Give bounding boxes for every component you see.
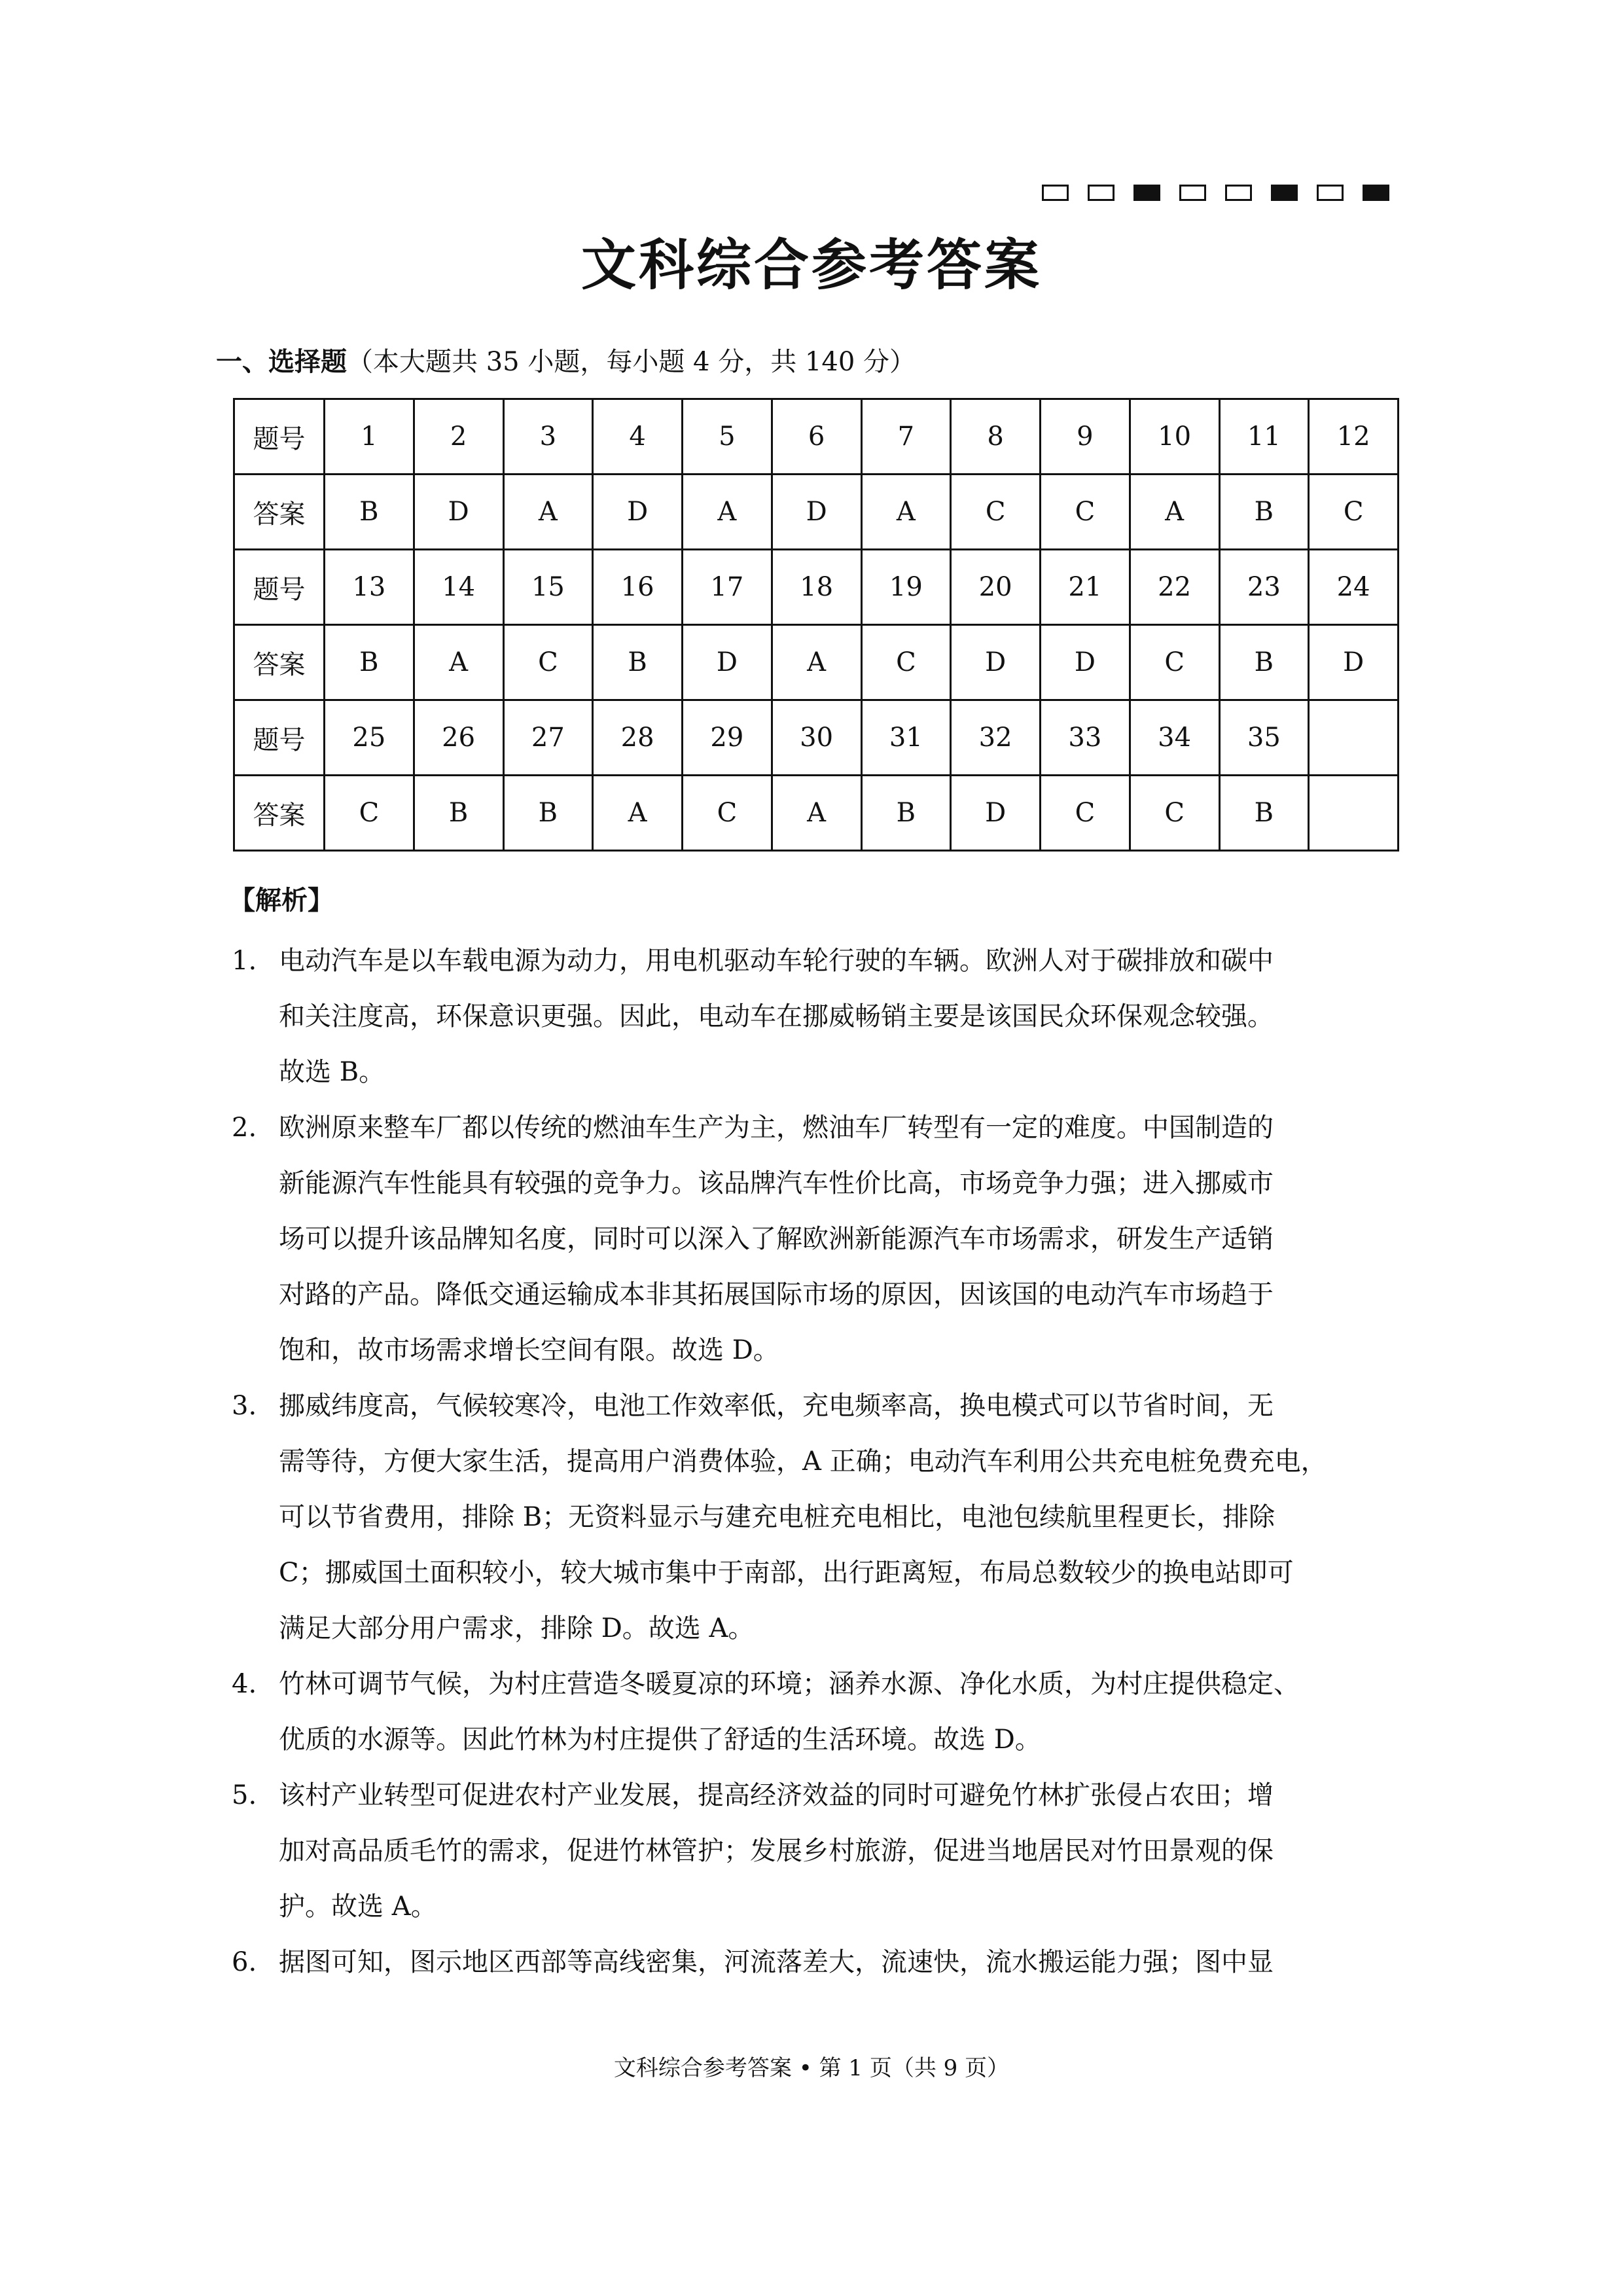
answer-cell: C (325, 776, 414, 851)
question-number-row (234, 550, 1399, 625)
question-number-cell: 5 (683, 399, 772, 475)
answer-cell: D (772, 475, 861, 550)
page-marker-boxes (1042, 185, 1389, 201)
question-number-cell: 14 (414, 550, 503, 625)
marker-box-empty (1317, 185, 1344, 201)
answer-cell: C (1130, 776, 1219, 851)
analysis-item-text-line: 欧洲原来整车厂都以传统的燃油车生产为主，燃油车厂转型有一定的难度。中国制造的 (279, 1113, 1274, 1143)
answer-cell: D (1309, 625, 1399, 700)
answer-cell: C (861, 625, 951, 700)
page-footer: 文科综合参考答案 • 第 1 页（共 9 页） (613, 2055, 1010, 2081)
analysis-item (232, 1935, 1403, 1990)
analysis-item-number: 2. (232, 1113, 257, 1143)
analysis-list (232, 933, 1403, 1990)
analysis-item-text-line: 需等待，方便大家生活，提高用户消费体验，A 正确；电动汽车利用公共充电桩免费充电， (279, 1446, 1327, 1477)
analysis-label: 【解析】 (229, 885, 334, 916)
analysis-item (232, 1378, 1403, 1657)
analysis-item (232, 1100, 1403, 1378)
analysis-item-text-line: C；挪威国土面积较小，较大城市集中于南部，出行距离短，布局总数较少的换电站即可 (279, 1558, 1294, 1588)
analysis-item-text-line: 场可以提升该品牌知名度，同时可以深入了解欧洲新能源汽车市场需求，研发生产适销 (279, 1224, 1274, 1254)
question-number-cell: 2 (414, 399, 503, 475)
answer-cell: C (1130, 625, 1219, 700)
marker-box-empty (1042, 185, 1069, 201)
question-number-cell: 1 (325, 399, 414, 475)
answer-cell: D (951, 776, 1041, 851)
analysis-item-text-line: 挪威纬度高，气候较寒冷，电池工作效率低，充电频率高，换电模式可以节省时间，无 (279, 1391, 1274, 1421)
analysis-item-text-line: 优质的水源等。因此竹林为村庄提供了舒适的生活环境。故选 D。 (279, 1725, 1041, 1755)
question-number-cell: 19 (861, 550, 951, 625)
analysis-item (232, 933, 1403, 1100)
question-number-cell: 6 (772, 399, 861, 475)
question-number-cell: 9 (1041, 399, 1130, 475)
question-number-row (234, 700, 1399, 776)
answer-cell: B (325, 625, 414, 700)
question-number-cell: 34 (1130, 700, 1219, 776)
answer-cell: B (503, 776, 593, 851)
answer-cell: D (951, 625, 1041, 700)
question-number-cell: 28 (593, 700, 683, 776)
question-number-cell: 18 (772, 550, 861, 625)
marker-box-empty (1179, 185, 1206, 201)
section-heading-note: （本大题共 35 小题，每小题 4 分，共 140 分） (347, 347, 916, 377)
marker-box-filled (1363, 185, 1389, 201)
answer-cell: D (414, 475, 503, 550)
question-number-cell: 33 (1041, 700, 1130, 776)
question-number-cell (1309, 700, 1399, 776)
answer-row (234, 475, 1399, 550)
question-number-row-label: 题号 (234, 550, 325, 625)
answer-cell: B (414, 776, 503, 851)
answer-cell: B (1219, 776, 1309, 851)
question-number-cell: 35 (1219, 700, 1309, 776)
question-number-cell: 11 (1219, 399, 1309, 475)
question-number-row-label: 题号 (234, 399, 325, 475)
analysis-item-text-line: 可以节省费用，排除 B；无资料显示与建充电桩充电相比，电池包续航里程更长，排除 (279, 1502, 1275, 1532)
question-number-cell: 13 (325, 550, 414, 625)
section-heading (216, 339, 916, 385)
answer-table (233, 398, 1399, 852)
answer-cell: C (951, 475, 1041, 550)
answer-cell: B (325, 475, 414, 550)
section-heading-label: 一、选择题 (216, 346, 347, 377)
marker-box-filled (1133, 185, 1160, 201)
analysis-item-text-line: 竹林可调节气候，为村庄营造冬暖夏凉的环境；涵养水源、净化水质，为村庄提供稳定、 (279, 1669, 1300, 1699)
analysis-item-text-line: 满足大部分用户需求，排除 D。故选 A。 (279, 1613, 755, 1643)
answer-row-label: 答案 (234, 776, 325, 851)
analysis-item-text-line: 护。故选 A。 (279, 1892, 437, 1922)
analysis-item-text-line: 该村产业转型可促进农村产业发展，提高经济效益的同时可避免竹林扩张侵占农田；增 (279, 1780, 1274, 1810)
analysis-item-number: 3. (232, 1391, 257, 1421)
page-title: 文科综合参考答案 (580, 232, 1042, 297)
analysis-item-text-line: 故选 B。 (279, 1057, 385, 1087)
analysis-item-text-line: 加对高品质毛竹的需求，促进竹林管护；发展乡村旅游，促进当地居民对竹田景观的保 (279, 1836, 1274, 1866)
question-number-cell: 12 (1309, 399, 1399, 475)
question-number-cell: 21 (1041, 550, 1130, 625)
question-number-cell: 25 (325, 700, 414, 776)
answer-row (234, 776, 1399, 851)
question-number-cell: 16 (593, 550, 683, 625)
question-number-cell: 17 (683, 550, 772, 625)
answer-cell: B (1219, 475, 1309, 550)
answer-row (234, 625, 1399, 700)
analysis-item-number: 6. (232, 1947, 257, 1977)
question-number-cell: 4 (593, 399, 683, 475)
question-number-cell: 27 (503, 700, 593, 776)
question-number-cell: 29 (683, 700, 772, 776)
marker-box-empty (1225, 185, 1252, 201)
analysis-item (232, 1657, 1403, 1768)
marker-box-empty (1088, 185, 1115, 201)
analysis-item-number: 1. (232, 946, 257, 976)
question-number-cell: 20 (951, 550, 1041, 625)
answer-cell: C (1041, 776, 1130, 851)
question-number-row-label: 题号 (234, 700, 325, 776)
answer-cell: C (1309, 475, 1399, 550)
answer-cell: D (1041, 625, 1130, 700)
question-number-cell: 3 (503, 399, 593, 475)
question-number-cell: 32 (951, 700, 1041, 776)
answer-cell: A (861, 475, 951, 550)
question-number-cell: 22 (1130, 550, 1219, 625)
answer-cell: A (772, 776, 861, 851)
question-number-cell: 15 (503, 550, 593, 625)
answer-cell: A (503, 475, 593, 550)
question-number-cell: 8 (951, 399, 1041, 475)
answer-cell: A (772, 625, 861, 700)
answer-cell: C (503, 625, 593, 700)
answer-cell: B (593, 625, 683, 700)
question-number-cell: 23 (1219, 550, 1309, 625)
answer-cell: C (1041, 475, 1130, 550)
analysis-item (232, 1768, 1403, 1935)
answer-cell: A (414, 625, 503, 700)
answer-row-label: 答案 (234, 625, 325, 700)
question-number-cell: 30 (772, 700, 861, 776)
answer-cell: D (593, 475, 683, 550)
answer-cell (1309, 776, 1399, 851)
analysis-item-number: 5. (232, 1780, 257, 1810)
answer-cell: B (1219, 625, 1309, 700)
question-number-row (234, 399, 1399, 475)
question-number-cell: 24 (1309, 550, 1399, 625)
analysis-item-text-line: 据图可知，图示地区西部等高线密集，河流落差大，流速快，流水搬运能力强；图中显 (279, 1947, 1274, 1977)
answer-cell: A (1130, 475, 1219, 550)
answer-cell: B (861, 776, 951, 851)
analysis-item-text-line: 和关注度高，环保意识更强。因此，电动车在挪威畅销主要是该国民众环保观念较强。 (279, 1001, 1274, 1031)
marker-box-filled (1271, 185, 1298, 201)
analysis-item-text-line: 饱和，故市场需求增长空间有限。故选 D。 (279, 1335, 779, 1365)
question-number-cell: 10 (1130, 399, 1219, 475)
question-number-cell: 7 (861, 399, 951, 475)
answer-cell: A (593, 776, 683, 851)
answer-cell: A (683, 475, 772, 550)
answer-row-label: 答案 (234, 475, 325, 550)
analysis-item-text-line: 对路的产品。降低交通运输成本非其拓展国际市场的原因，因该国的电动汽车市场趋于 (279, 1280, 1274, 1310)
question-number-cell: 26 (414, 700, 503, 776)
analysis-item-text-line: 电动汽车是以车载电源为动力，用电机驱动车轮行驶的车辆。欧洲人对于碳排放和碳中 (279, 946, 1274, 976)
question-number-cell: 31 (861, 700, 951, 776)
analysis-item-number: 4. (232, 1669, 257, 1699)
analysis-item-text-line: 新能源汽车性能具有较强的竞争力。该品牌汽车性价比高，市场竞争力强；进入挪威市 (279, 1168, 1274, 1198)
answer-cell: C (683, 776, 772, 851)
answer-cell: D (683, 625, 772, 700)
